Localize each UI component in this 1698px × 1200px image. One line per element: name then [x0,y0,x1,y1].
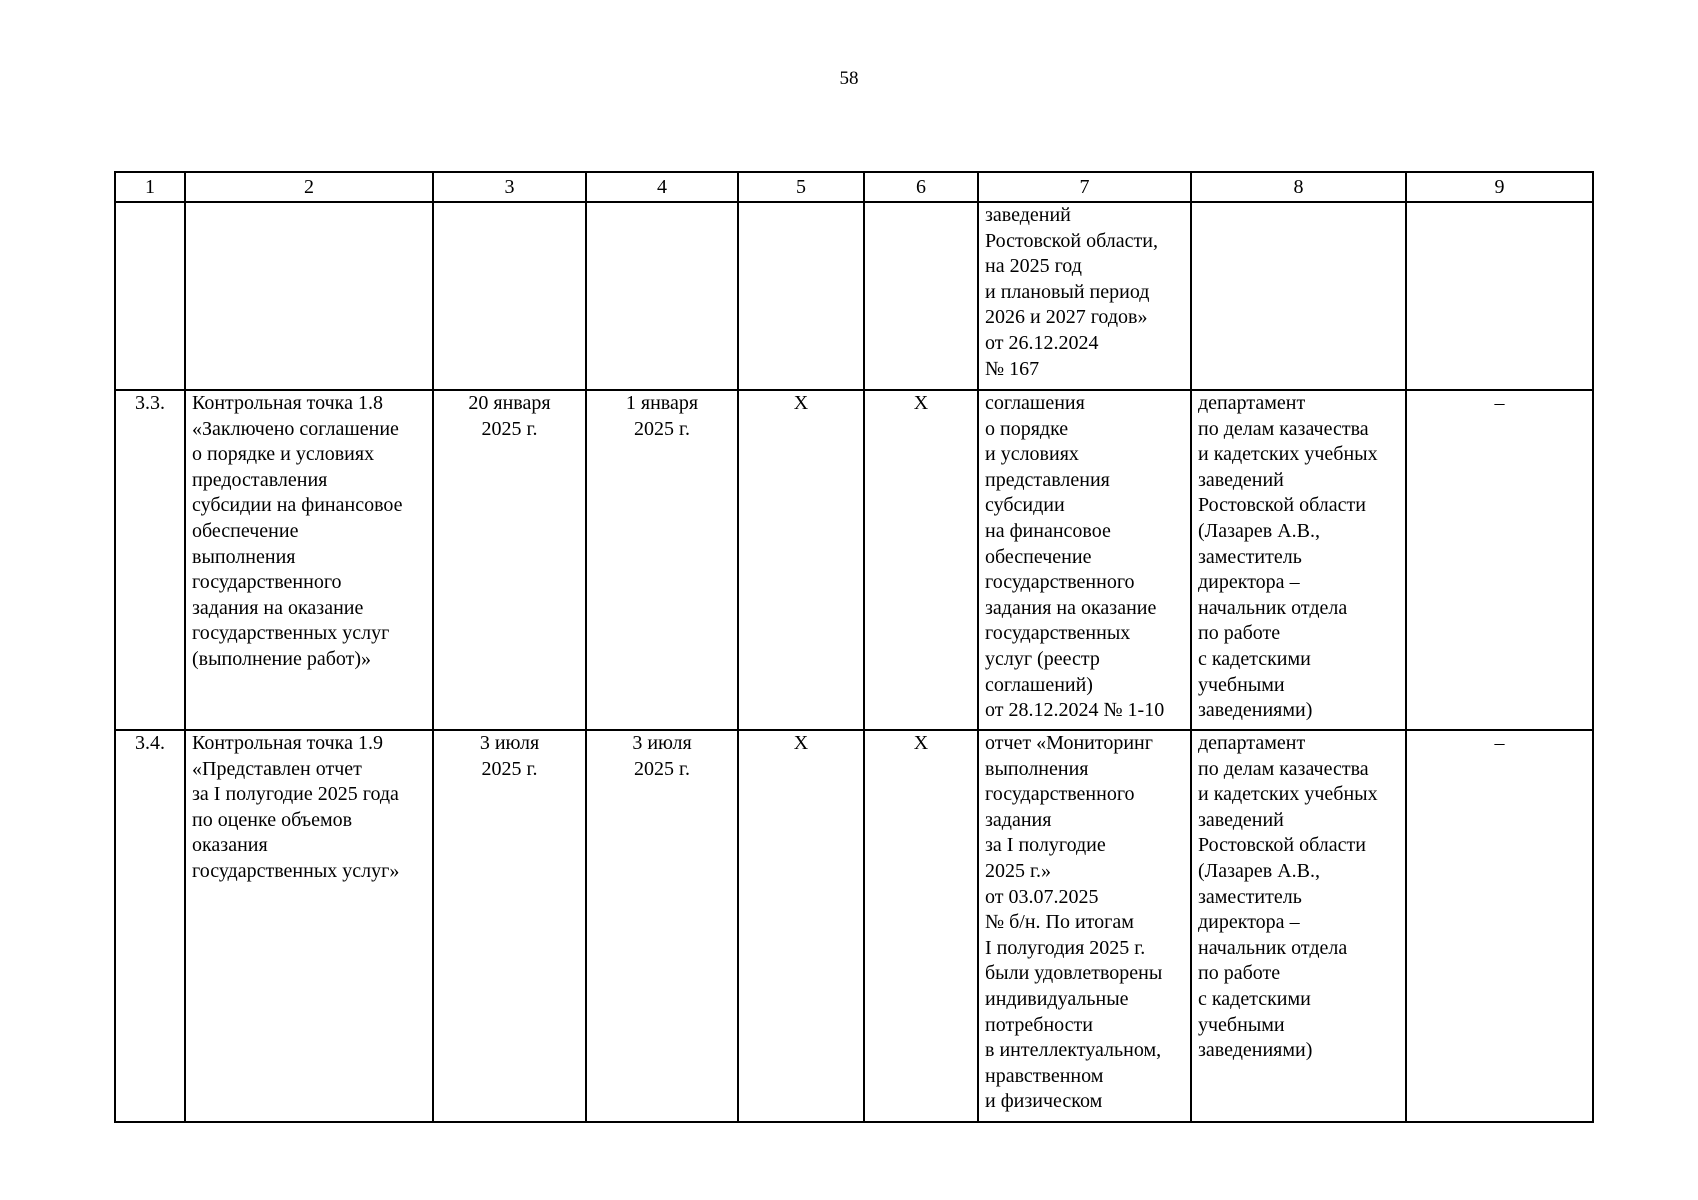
text-line: с кадетскими [1198,987,1311,1010]
text-line: задания на оказание [192,596,364,619]
fact-date-cell [586,202,738,390]
col6-cell: X [864,730,978,1122]
row-number [115,202,185,390]
text-line: и кадетских учебных [1198,443,1378,466]
plan-date-cell [433,730,586,1122]
header-cell: 8 [1191,172,1406,202]
text-line: начальник отдела [1198,596,1348,619]
text-line: 3 июля [479,732,540,754]
text-line: государственного [985,783,1135,806]
text-line: государственного [985,571,1135,594]
text-line: выполнения [985,757,1089,780]
text-line: от 03.07.2025 [985,885,1099,908]
text-line: Ростовской области [1198,494,1366,517]
text-line: услуг (реестр [985,647,1100,670]
fact-date-cell [586,390,738,730]
text-line: Ростовской области, [985,229,1158,252]
text-line: на 2025 год [985,255,1082,278]
text-line: субсидии [985,494,1065,517]
text-line: 2026 и 2027 годов» [985,306,1148,329]
header-cell: 7 [978,172,1191,202]
text-line: по делам казачества [1198,757,1369,780]
text-line: на финансовое [985,519,1111,542]
text-line: были удовлетворены [985,962,1163,985]
document-cell [978,390,1191,730]
text-line: (Лазарев А.В., [1198,519,1320,542]
text-line: департамент [1198,392,1306,414]
text-line: 1 января [625,392,699,414]
text-line: № б/н. По итогам [985,911,1134,934]
text-line: «Заключено соглашение [192,417,399,440]
table-row [115,390,1593,730]
page-number: 58 [839,68,859,89]
text-line: и кадетских учебных [1198,783,1378,806]
text-line: в интеллектуальном, [985,1039,1162,1062]
text-line: I полугодия 2025 г. [985,936,1146,959]
text-line: «Представлен отчет [192,757,362,780]
header-cell: 3 [433,172,586,202]
text-line: Контрольная точка 1.8 [192,392,383,414]
text-line: государственных [985,622,1131,645]
text-line: заведений [1198,808,1284,831]
text-line: задания [985,808,1052,831]
text-line: 20 января [468,392,551,414]
text-line: 2025 г. [481,417,538,440]
col6-cell [864,202,978,390]
text-line: обеспечение [985,545,1092,568]
text-line: и плановый период [985,280,1150,303]
text-line: заместитель [1198,885,1302,908]
text-line: представления [985,468,1110,491]
text-line: по работе [1198,962,1281,985]
text-line: департамент [1198,732,1306,754]
header-cell: 1 [115,172,185,202]
text-line: № 167 [985,357,1040,380]
text-line: заместитель [1198,545,1302,568]
col9-cell [1406,202,1593,390]
text-line: по работе [1198,622,1281,645]
text-line: (Лазарев А.В., [1198,859,1320,882]
text-line: и условиях [985,443,1079,466]
text-line: по делам казачества [1198,417,1369,440]
control-point-cell [185,202,433,390]
table-row [115,730,1593,1122]
text-line: субсидии на финансовое [192,494,403,517]
document-cell [978,202,1191,390]
col5-cell: X [738,390,864,730]
table-row [115,202,1593,390]
col6-cell: X [864,390,978,730]
row-number: 3.3. [115,390,185,730]
text-line: государственного [192,571,342,594]
text-line: отчет «Мониторинг [985,732,1153,754]
responsible-cell [1191,730,1406,1122]
col9-cell: – [1406,390,1593,730]
header-cell: 4 [586,172,738,202]
header-cell: 9 [1406,172,1593,202]
text-line: Ростовской области [1198,834,1366,857]
text-line: государственных услуг» [192,859,400,882]
text-line: государственных услуг [192,622,390,645]
text-line: заведений [985,204,1071,226]
text-line: Контрольная точка 1.9 [192,732,383,754]
text-line: оказания [192,834,268,857]
text-line: соглашения [985,392,1085,414]
text-line: 3 июля [632,732,692,754]
text-line: заведениями) [1198,699,1313,722]
text-line: нравственном [985,1064,1104,1087]
document-cell [978,730,1191,1122]
header-cell: 2 [185,172,433,202]
text-line: заведениями) [1198,1039,1313,1062]
text-line: учебными [1198,673,1285,696]
text-line: обеспечение [192,519,299,542]
row-number: 3.4. [115,730,185,1122]
text-line: от 26.12.2024 [985,331,1099,354]
text-line: предоставления [192,468,328,491]
responsible-cell [1191,390,1406,730]
col5-cell [738,202,864,390]
header-cell: 6 [864,172,978,202]
text-line: за I полугодие [985,834,1106,857]
text-line: директора – [1198,571,1300,594]
control-point-cell [185,390,433,730]
text-line: (выполнение работ)» [192,647,372,670]
col5-cell: X [738,730,864,1122]
header-cell: 5 [738,172,864,202]
text-line: директора – [1198,911,1300,934]
text-line: потребности [985,1013,1093,1036]
text-line: соглашений) [985,673,1093,696]
text-line: индивидуальные [985,987,1129,1010]
text-line: за I полугодие 2025 года [192,783,399,806]
text-line: начальник отдела [1198,936,1348,959]
fact-date-cell [586,730,738,1122]
text-line: о порядке [985,417,1069,440]
text-line: 2025 г. [634,757,690,780]
text-line: от 28.12.2024 № 1-10 [985,699,1165,722]
text-line: 2025 г.» [985,859,1051,882]
plan-date-cell [433,202,586,390]
header-row [115,172,1593,202]
text-line: задания на оказание [985,596,1157,619]
text-line: 2025 г. [481,757,538,780]
responsible-cell [1191,202,1406,390]
plan-table [114,171,1594,1123]
text-line: заведений [1198,468,1284,491]
text-line: о порядке и условиях [192,443,375,466]
text-line: учебными [1198,1013,1285,1036]
text-line: и физическом [985,1090,1103,1113]
text-line: с кадетскими [1198,647,1311,670]
plan-date-cell [433,390,586,730]
control-point-cell [185,730,433,1122]
text-line: по оценке объемов [192,808,353,831]
text-line: выполнения [192,545,296,568]
text-line: 2025 г. [634,417,690,440]
col9-cell: – [1406,730,1593,1122]
